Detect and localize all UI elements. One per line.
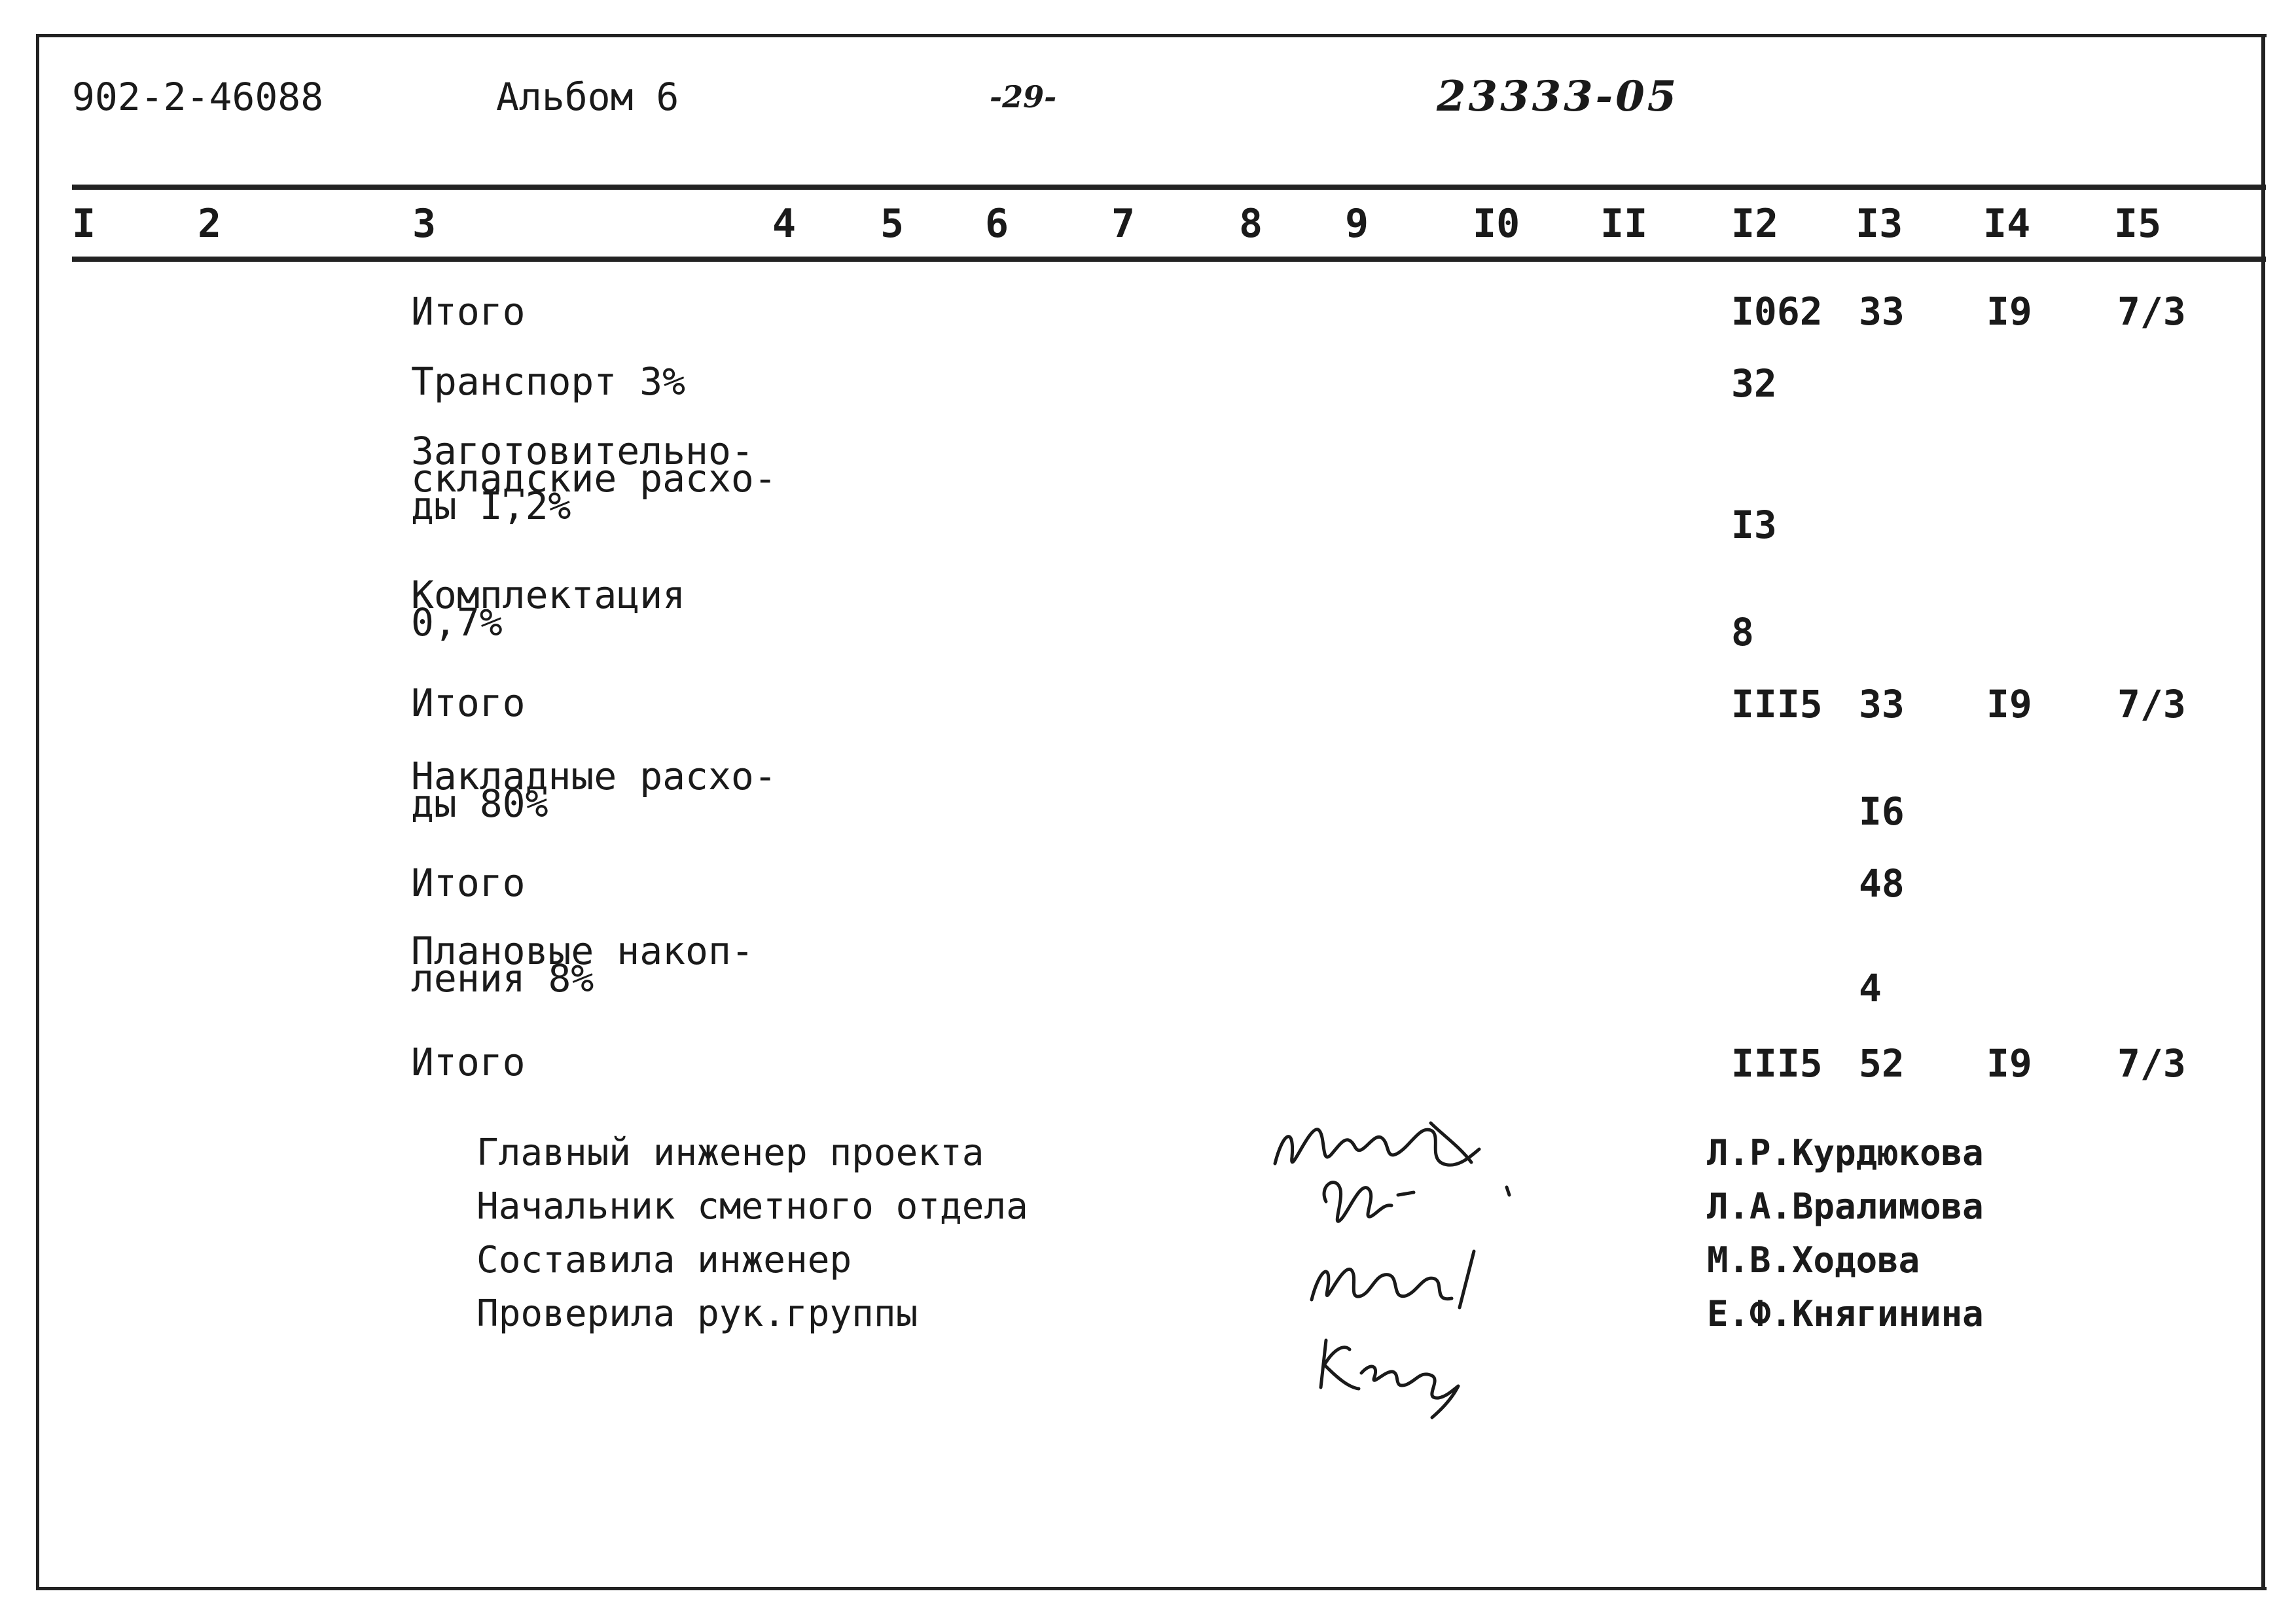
row-desc: Заготовительно- складские расхо- ды I,2% (411, 429, 777, 528)
row-col13-value: 4 (1859, 966, 1882, 1010)
header-rule-top (72, 185, 2266, 190)
doc-code: 902-2-46088 (72, 75, 324, 119)
row-desc: Накладные расхо- ды 80% (411, 754, 777, 826)
signature-name-checked-by: Е.Ф.Княгинина (1707, 1293, 1984, 1334)
row-col14-value: I9 (1986, 682, 2032, 726)
row-col13-value: I6 (1859, 789, 1905, 834)
col-header-12: I2 (1731, 201, 1779, 247)
page-number: -29- (990, 79, 1057, 115)
col-header-15: I5 (2114, 201, 2162, 247)
col-header-7: 7 (1111, 201, 1136, 247)
col-header-4: 4 (772, 201, 797, 247)
header-rule-bottom (72, 257, 2266, 262)
row-col14-value: I9 (1986, 289, 2032, 334)
col-header-3: 3 (412, 201, 437, 247)
handwritten-signatures (1263, 1106, 1577, 1420)
row-col15-value: 7/3 (2117, 682, 2186, 726)
signature-role-compiled-by: Составила инженер (476, 1239, 852, 1281)
row-col12-value: 8 (1731, 610, 1754, 654)
col-header-8: 8 (1239, 201, 1263, 247)
row-col13-value: 48 (1859, 861, 1905, 906)
row-desc: Комплектация 0,7% (411, 573, 686, 645)
col-header-11: II (1600, 201, 1648, 247)
row-col12-value: 32 (1731, 361, 1777, 406)
col-header-1: I (72, 201, 96, 247)
col-header-5: 5 (880, 201, 905, 247)
album-label: Альбом 6 (496, 75, 679, 119)
row-desc: Итого (411, 1040, 526, 1084)
col-header-9: 9 (1345, 201, 1369, 247)
row-col12-value: III5 (1731, 682, 1823, 726)
row-desc: Итого (411, 289, 526, 334)
sheet-code: 23333-05 (1437, 72, 1679, 121)
signature-role-checked-by: Проверила рук.группы (476, 1293, 918, 1335)
row-desc: Итого (411, 861, 526, 905)
row-desc: Итого (411, 681, 526, 725)
row-col15-value: 7/3 (2117, 289, 2186, 334)
row-col13-value: 52 (1859, 1041, 1905, 1086)
signature-name-head-of-estimates: Л.А.Вралимова (1707, 1186, 1984, 1227)
row-desc: Плановые накоп- ления 8% (411, 929, 754, 1001)
page-frame (36, 34, 2267, 1590)
row-col12-value: I062 (1731, 289, 1823, 334)
signature-name-chief-engineer: Л.Р.Курдюкова (1707, 1132, 1984, 1173)
row-col15-value: 7/3 (2117, 1041, 2186, 1086)
signature-name-compiled-by: М.В.Ходова (1707, 1240, 1920, 1281)
row-col12-value: I3 (1731, 503, 1777, 547)
col-header-14: I4 (1983, 201, 2031, 247)
signature-role-chief-engineer: Главный инженер проекта (476, 1132, 984, 1174)
row-desc: Транспорт 3% (411, 359, 686, 404)
col-header-10: I0 (1473, 201, 1520, 247)
col-header-13: I3 (1856, 201, 1903, 247)
row-col14-value: I9 (1986, 1041, 2032, 1086)
col-header-2: 2 (198, 201, 222, 247)
row-col13-value: 33 (1859, 289, 1905, 334)
row-col13-value: 33 (1859, 682, 1905, 726)
row-col12-value: III5 (1731, 1041, 1823, 1086)
col-header-6: 6 (985, 201, 1009, 247)
page-frame-right-edge (2261, 34, 2265, 1590)
signature-role-head-of-estimates: Начальник сметного отдела (476, 1185, 1028, 1228)
